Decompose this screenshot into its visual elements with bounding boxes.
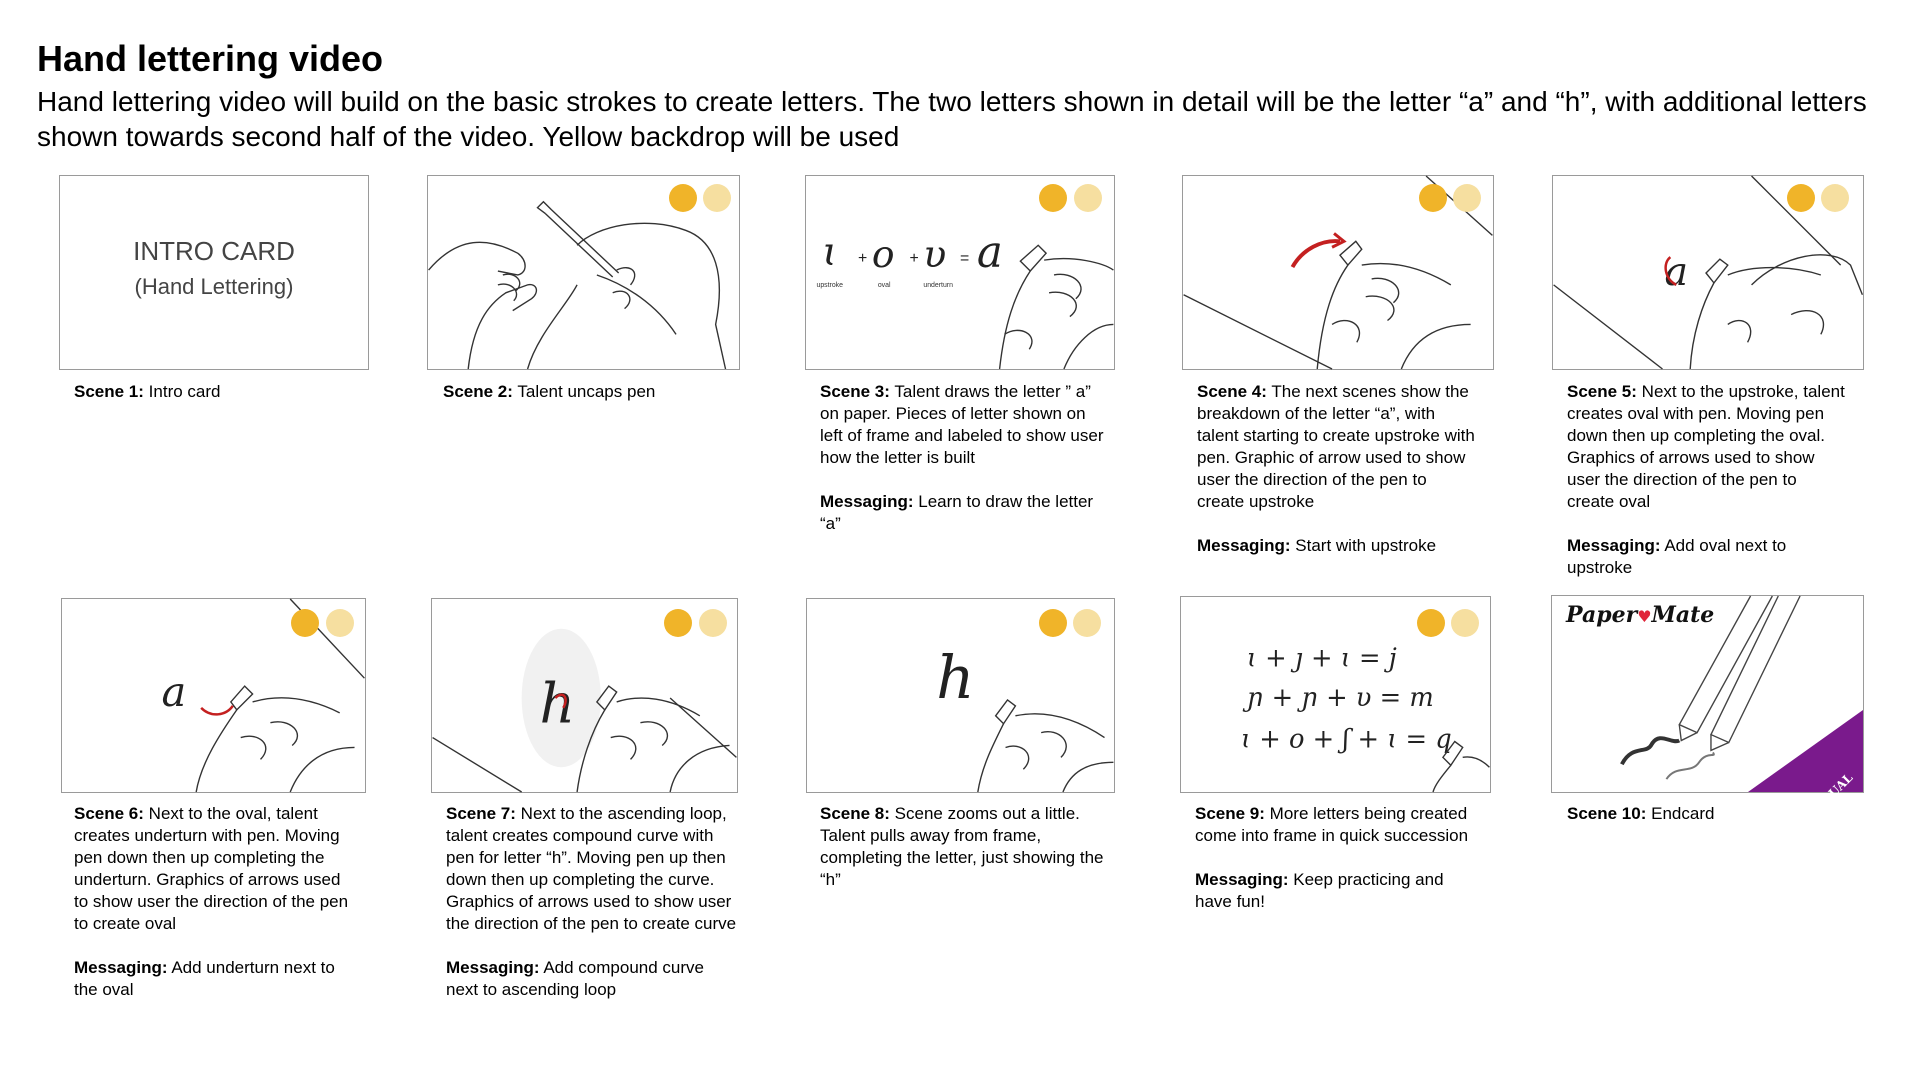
scene-6-frame	[61, 598, 366, 793]
red-direction-arrow-icon	[201, 706, 233, 714]
scene-description: Next to the ascending loop, talent creates compound curve with pen for letter “h”. Moving pen up then down then up completing the curve. Graphics of arrows used to show user the direction of the pen to create curve	[446, 804, 737, 933]
svg-text:υ: υ	[923, 232, 947, 277]
stroke-label-oval: oval	[877, 281, 891, 289]
scene-description: Talent draws the letter ” a” on paper. Pieces of letter shown on left of frame and labeled to show user how the letter is built	[820, 382, 1104, 467]
messaging-label: Messaging:	[1197, 536, 1291, 555]
product-sub: DUAL	[1818, 770, 1856, 808]
upstroke-sketch-icon	[1183, 176, 1493, 369]
compound-curve-sketch-icon	[432, 599, 737, 792]
brand-right: Mate	[1651, 602, 1715, 628]
gold-dot-icon	[1417, 609, 1445, 637]
scene-1-caption	[74, 381, 364, 403]
scene-description: Talent uncaps pen	[517, 382, 656, 401]
scene-5-caption	[1567, 381, 1847, 579]
scene-description: Next to the upstroke, talent creates oval with pen. Moving pen down then up completing the oval. Graphics of arrows used to show user the direction of the pen to create oval	[1567, 382, 1845, 511]
svg-text:=: =	[960, 250, 970, 268]
scene-label: Scene 2:	[443, 382, 513, 401]
scene-description: Endcard	[1651, 804, 1715, 823]
intro-card-title: INTRO CARD	[133, 236, 295, 266]
scene-2-frame	[427, 175, 740, 370]
messaging-label: Messaging:	[820, 492, 914, 511]
svg-text:ɩ: ɩ	[822, 229, 838, 276]
pale-dot-icon	[1453, 184, 1481, 212]
scene-label: Scene 5:	[1567, 382, 1637, 401]
scene-7-frame	[431, 598, 738, 793]
messaging-label: Messaging:	[446, 958, 540, 977]
gold-dot-icon	[669, 184, 697, 212]
svg-text:ɩ + o + ʃ + ɩ = q: ɩ + o + ʃ + ɩ = q	[1240, 724, 1452, 755]
gold-dot-icon	[1787, 184, 1815, 212]
scene-3-caption	[820, 381, 1112, 535]
scene-5-frame	[1552, 175, 1864, 370]
hand-writing-letter-icon	[806, 176, 1114, 369]
gold-dot-icon	[1039, 184, 1067, 212]
red-direction-arrow-icon	[1292, 241, 1340, 267]
underturn-sketch-icon	[62, 599, 365, 792]
heart-icon: ♥	[1637, 607, 1652, 626]
scene-label: Scene 4:	[1197, 382, 1267, 401]
product-name: Flair!	[1764, 797, 1826, 858]
scene-label: Scene 3:	[820, 382, 890, 401]
svg-text:a: a	[1664, 248, 1689, 295]
messaging-label: Messaging:	[74, 958, 168, 977]
scene-4-caption	[1197, 381, 1477, 557]
gold-dot-icon	[291, 609, 319, 637]
scene-1-frame	[59, 175, 369, 370]
pale-dot-icon	[699, 609, 727, 637]
messaging-label: Messaging:	[1567, 536, 1661, 555]
letter-h-sketch-icon	[807, 599, 1114, 792]
scene-4-frame	[1182, 175, 1494, 370]
pale-dot-icon	[326, 609, 354, 637]
scene-7-caption	[446, 803, 738, 1001]
gold-dot-icon	[1039, 609, 1067, 637]
svg-text:a: a	[161, 666, 187, 716]
svg-text:h: h	[539, 672, 576, 737]
pale-dot-icon	[1821, 184, 1849, 212]
scene-10-caption	[1567, 803, 1847, 825]
svg-text:+: +	[909, 250, 919, 268]
svg-text:a: a	[976, 228, 1003, 279]
svg-text:o: o	[871, 232, 895, 277]
scene-8-frame	[806, 598, 1115, 793]
stroke-label-upstroke: upstroke	[816, 281, 843, 289]
pale-dot-icon	[703, 184, 731, 212]
brand-left: Paper	[1566, 602, 1638, 628]
messaging-text: Add oval next to upstroke	[1567, 536, 1787, 577]
messaging-text: Learn to draw the letter “a”	[820, 492, 1094, 533]
svg-text:ɲ + ɲ + υ = m: ɲ + ɲ + υ = m	[1246, 682, 1434, 713]
scene-label: Scene 6:	[74, 804, 144, 823]
intro-card-subtitle: (Hand Lettering)	[134, 274, 294, 299]
gold-dot-icon	[664, 609, 692, 637]
scene-6-caption	[74, 803, 356, 1001]
messaging-text: Start with upstroke	[1295, 536, 1437, 555]
scene-description: Scene zooms out a little. Talent pulls away from frame, completing the letter, just showing the “h”	[820, 804, 1104, 889]
scene-description: More letters being created come into frame in quick succession	[1195, 804, 1469, 845]
page-title: Hand lettering video	[37, 38, 384, 79]
messaging-text: Add compound curve next to ascending loop	[446, 958, 704, 999]
stroke-label-underturn: underturn	[923, 281, 953, 289]
svg-text:ɩ + ȷ + ɩ = j: ɩ + ȷ + ɩ = j	[1246, 643, 1397, 674]
svg-text:+: +	[858, 250, 868, 268]
scene-label: Scene 1:	[74, 382, 144, 401]
page-subtitle: Hand lettering video will build on the basic strokes to create letters. The two letters shown in detail will be the letter “a” and “h”, with additional letters shown towards second half of the video. Yellow backdrop will be used	[37, 86, 1867, 152]
scene-label: Scene 8:	[820, 804, 890, 823]
scene-label: Scene 7:	[446, 804, 516, 823]
scene-label: Scene 10:	[1567, 804, 1647, 823]
scene-9-frame	[1180, 596, 1491, 793]
pale-dot-icon	[1074, 184, 1102, 212]
pale-dot-icon	[1073, 609, 1101, 637]
scene-8-caption	[820, 803, 1112, 891]
oval-sketch-icon	[1553, 176, 1863, 369]
messaging-text: Add underturn next to the oval	[74, 958, 335, 999]
scene-description: Intro card	[148, 382, 221, 401]
scene-description: Next to the oval, talent creates underturn with pen. Moving pen down then up completing the underturn. Graphics of arrows used to show user the direction of the pen to create oval	[74, 804, 349, 933]
scene-label: Scene 9:	[1195, 804, 1265, 823]
svg-text:h: h	[936, 643, 975, 713]
pale-dot-icon	[1451, 609, 1479, 637]
messaging-text: Keep practicing and have fun!	[1195, 870, 1444, 911]
scene-description: The next scenes show the breakdown of the letter “a”, with talent starting to create upstroke with pen. Graphic of arrow used to show user the direction of the pen to create upstroke	[1197, 382, 1475, 511]
scene-2-caption	[443, 381, 733, 403]
gold-dot-icon	[1419, 184, 1447, 212]
scene-3-frame	[805, 175, 1115, 370]
messaging-label: Messaging:	[1195, 870, 1289, 889]
scene-9-caption	[1195, 803, 1480, 913]
